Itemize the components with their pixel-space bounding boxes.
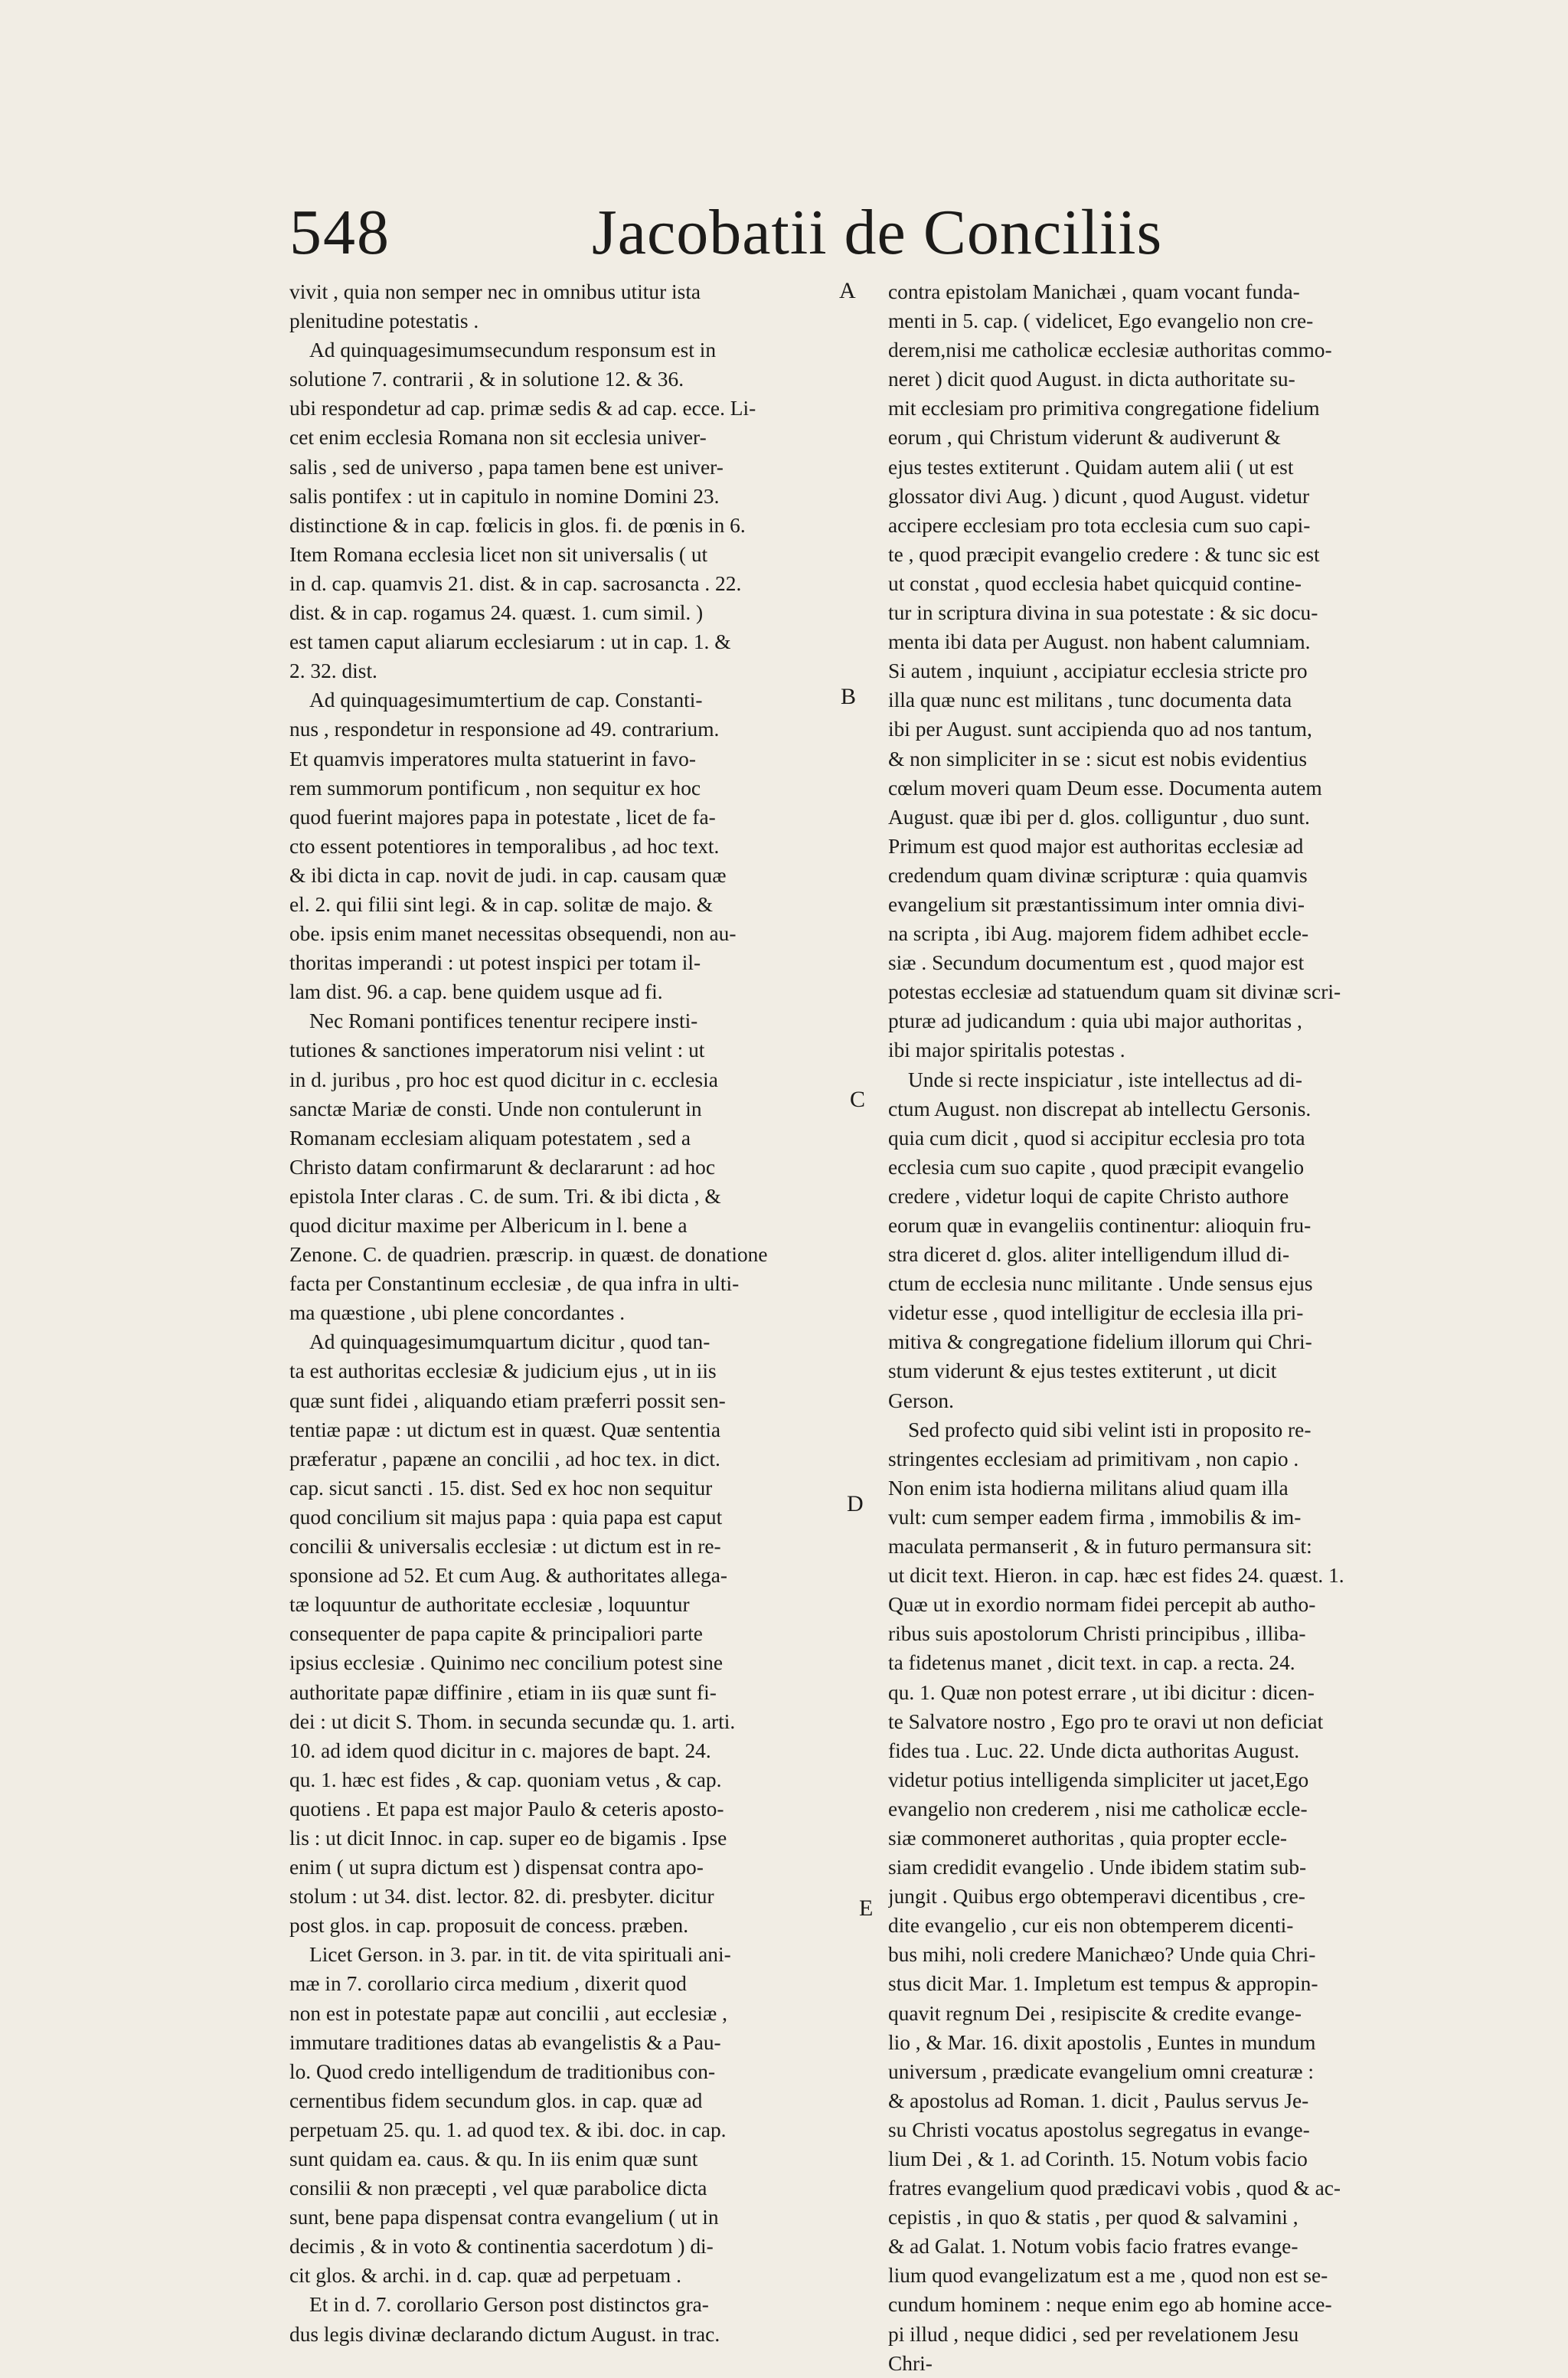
left-column-line: perpetuam 25. qu. 1. ad quod tex. & ibi. doc. in cap. — [289, 2118, 727, 2141]
right-column-line: jungit . Quibus ergo obtemperavi dicentibus , cre- — [888, 1885, 1305, 1909]
left-column-line: 2. 32. dist. — [289, 659, 377, 683]
right-column-line: credendum quam divinæ scripturæ : quia quamvis — [888, 863, 1308, 887]
left-column-line: consequenter de papa capite & principaliori parte — [289, 1622, 703, 1646]
left-column-line: Ad quinquagesimumsecundum responsum est in — [309, 339, 717, 362]
right-column-line: te , quod præcipit evangelio credere : & tunc sic est — [888, 542, 1320, 566]
right-column-line: dite evangelio , cur eis non obtemperem dicenti- — [888, 1914, 1294, 1938]
left-column-line: post glos. in cap. proposuit de concess. præben. — [289, 1914, 689, 1938]
left-column-line: ta est authoritas ecclesiæ & judicium ejus , ut in iis — [289, 1359, 717, 1383]
left-column-line: salis pontifex : ut in capitulo in nomine Domini 23. — [289, 484, 720, 508]
left-column-line: præferatur , papæne an concilii , ad hoc tex. in dict. — [289, 1447, 720, 1470]
left-column-line: quotiens . Et papa est major Paulo & ceteris aposto- — [289, 1797, 724, 1820]
right-column-line: stringentes ecclesiam ad primitivam , non capio . — [888, 1447, 1299, 1470]
right-column-line: contra epistolam Manichæi , quam vocant funda- — [888, 280, 1300, 303]
left-column-line: tentiæ papæ : ut dictum est in quæst. Quæ sententia — [289, 1418, 720, 1441]
right-column-line: bus mihi, noli credere Manichæo? Unde quia Chri- — [888, 1943, 1316, 1967]
right-column-line: siam credidit evangelio . Unde ibidem statim sub- — [888, 1856, 1307, 1879]
left-column-line: epistola Inter claras . C. de sum. Tri. & ibi dicta , & — [289, 1184, 721, 1208]
right-column-line: vult: cum semper eadem firma , immobilis & im- — [888, 1505, 1302, 1529]
left-column-line: plenitudine potestatis . — [289, 309, 479, 333]
left-column-line: qu. 1. hæc est fides , & cap. quoniam vetus , & cap. — [289, 1768, 722, 1791]
left-column-line: sanctæ Mariæ de consti. Unde non contulerunt in — [289, 1097, 702, 1120]
left-column-line: cet enim ecclesia Romana non sit ecclesia univer- — [289, 426, 707, 450]
right-column-line: Non enim ista hodierna militans aliud quam illa — [888, 1476, 1289, 1500]
right-column-line: ctum August. non discrepat ab intellectu Gersonis. — [888, 1097, 1312, 1120]
left-column-line: cernentibus fidem secundum glos. in cap. quæ ad — [289, 2089, 703, 2112]
left-column-line: quæ sunt fidei , aliquando etiam præferri possit sen- — [289, 1389, 726, 1412]
right-column-line: Quæ ut in exordio normam fidei percepit ab autho- — [888, 1593, 1316, 1617]
page-number: 548 — [289, 197, 390, 268]
left-column-line: Zenone. C. de quadrien. præscrip. in quæst. de donatione — [289, 1243, 768, 1267]
left-column-line: solutione 7. contrarii , & in solutione 12. & 36. — [289, 368, 684, 391]
left-column-line: quod dicitur maxime per Albericum in l. bene a — [289, 1214, 688, 1237]
right-column-line: ibi per August. sunt accipienda quo ad nos tantum, — [888, 718, 1312, 741]
left-column-line: obe. ipsis enim manet necessitas obsequendi, non au- — [289, 922, 737, 946]
right-column-line: su Christi vocatus apostolus segregatus in evange- — [888, 2118, 1310, 2141]
right-column-line: potestas ecclesiæ ad statuendum quam sit divinæ scri- — [888, 980, 1341, 1004]
right-column-line: stum viderunt & ejus testes extiterunt , ut dicit — [888, 1359, 1277, 1383]
left-column-line: sponsione ad 52. Et cum Aug. & authoritates allega- — [289, 1564, 728, 1588]
right-column-line: ta fidetenus manet , dicit text. in cap. a recta. 24. — [888, 1651, 1295, 1675]
left-column-line: distinctione & in cap. fœlicis in glos. fi. de pœnis in 6. — [289, 513, 746, 537]
right-column-line: eorum quæ in evangeliis continentur: alioquin fru- — [888, 1214, 1312, 1237]
right-column-line: evangelium sit præstantissimum inter omnia divi- — [888, 892, 1305, 916]
left-column-line: mæ in 7. corollario circa medium , dixerit quod — [289, 1972, 687, 1996]
right-column-line: Primum est quod major est authoritas ecclesiæ ad — [888, 834, 1304, 858]
left-column-line: tæ loquuntur de authoritate ecclesiæ , loquuntur — [289, 1593, 690, 1617]
right-column-line: lium quod evangelizatum est a me , quod non est se- — [888, 2264, 1328, 2288]
left-column-line: vivit , quia non semper nec in omnibus utitur ista — [289, 280, 701, 303]
right-column-line: illa quæ nunc est militans , tunc documenta data — [888, 689, 1292, 712]
right-column-line: siæ commoneret authoritas , quia propter eccle- — [888, 1826, 1287, 1850]
margin-letter-c: C — [850, 1087, 866, 1112]
right-column-line: accipere ecclesiam pro tota ecclesia cum suo capi- — [888, 513, 1311, 537]
right-column-line: quavit regnum Dei , resipiscite & credite evange- — [888, 2001, 1302, 2025]
left-column-line: quod concilium sit majus papa : quia papa est caput — [289, 1505, 723, 1529]
right-column-line: ejus testes extiterunt . Quidam autem alii ( ut est — [888, 455, 1294, 479]
right-column-line: cepistis , in quo & statis , per quod & salvamini , — [888, 2206, 1298, 2229]
left-column-line: sunt, bene papa dispensat contra evangelium ( ut in — [289, 2206, 719, 2229]
right-column-line: quia cum dicit , quod si accipitur ecclesia pro tota — [888, 1126, 1305, 1150]
right-column-line: menti in 5. cap. ( videlicet, Ego evangelio non cre- — [888, 309, 1314, 333]
left-column-line: non est in potestate papæ aut concilii , aut ecclesiæ , — [289, 2001, 728, 2025]
right-column-line: derem,nisi me catholicæ ecclesiæ authoritas commo- — [888, 339, 1332, 362]
running-title: Jacobatii de Conciliis — [592, 197, 1163, 268]
right-column-line: menta ibi data per August. non habent calumniam. — [888, 630, 1311, 654]
right-column-line: evangelio non crederem , nisi me catholicæ eccle- — [888, 1797, 1308, 1820]
left-column-line: salis , sed de universo , papa tamen bene est univer- — [289, 455, 724, 479]
right-column-line: lium Dei , & 1. ad Corinth. 15. Notum vobis facio — [888, 2147, 1308, 2170]
right-column-line: Sed profecto quid sibi velint isti in proposito re- — [908, 1418, 1312, 1441]
left-column-line: authoritate papæ diffinire , etiam in iis quæ sunt fi- — [289, 1680, 717, 1704]
right-column-line: cœlum moveri quam Deum esse. Documenta autem — [888, 776, 1322, 800]
left-column-line: Ad quinquagesimumquartum dicitur , quod tan- — [309, 1330, 710, 1354]
right-column-line: Gerson. — [888, 1389, 954, 1412]
right-column-line: siæ . Secundum documentum est , quod major est — [888, 951, 1305, 975]
left-column-line: Christo datam confirmarunt & declararunt : ad hoc — [289, 1155, 715, 1179]
left-column-line: Et in d. 7. corollario Gerson post distinctos gra- — [309, 2293, 709, 2317]
left-column-line: lo. Quod credo intelligendum de traditionibus con- — [289, 2059, 716, 2083]
margin-letter-d: D — [847, 1491, 864, 1516]
right-column-line: stra diceret d. glos. aliter intelligendum illud di- — [888, 1243, 1290, 1267]
left-column-line: el. 2. qui filii sint legi. & in cap. solitæ de majo. & — [289, 892, 714, 916]
right-column-line: credere , videtur loqui de capite Christo authore — [888, 1184, 1289, 1208]
left-column-line: in d. juribus , pro hoc est quod dicitur in c. ecclesia — [289, 1068, 718, 1091]
right-column-line: maculata permanserit , & in futuro permansura sit: — [888, 1535, 1312, 1559]
right-column-line: Si autem , inquiunt , accipiatur ecclesia stricte pro — [888, 659, 1308, 683]
right-column-line: ecclesia cum suo capite , quod præcipit evangelio — [888, 1155, 1305, 1179]
left-column-line: concilii & universalis ecclesiæ : ut dictum est in re- — [289, 1535, 721, 1559]
right-text-column — [888, 277, 1451, 2378]
left-column-line: Nec Romani pontifices tenentur recipere insti- — [309, 1009, 698, 1033]
right-column-line: eorum , qui Christum viderunt & audiverunt & — [888, 426, 1281, 450]
right-column-line: pturæ ad judicandum : quia ubi major authoritas , — [888, 1009, 1302, 1033]
left-column-line: Romanam ecclesiam aliquam potestatem , sed a — [289, 1126, 691, 1150]
left-column-line: in d. cap. quamvis 21. dist. & in cap. sacrosancta . 22. — [289, 571, 742, 595]
margin-letter-b: B — [841, 684, 857, 709]
left-column-line: dei : ut dicit S. Thom. in secunda secundæ qu. 1. arti. — [289, 1709, 736, 1733]
right-column-line: mitiva & congregatione fidelium illorum qui Chri- — [888, 1330, 1312, 1354]
right-column-line: pi illud , neque didici , sed per revelationem Jesu — [888, 2322, 1299, 2346]
right-column-line: qu. 1. Quæ non potest errare , ut ibi dicitur : dicen- — [888, 1680, 1315, 1704]
left-column-line: dus legis divinæ declarando dictum August. in trac. — [289, 2322, 720, 2346]
left-column-line: quod fuerint majores papa in potestate , licet de fa- — [289, 805, 716, 829]
right-column-line: & ad Galat. 1. Notum vobis facio fratres evange- — [888, 2235, 1298, 2259]
margin-letter-e: E — [859, 1896, 874, 1921]
left-column-line: decimis , & in voto & continentia sacerdotum ) di- — [289, 2235, 714, 2259]
left-column-line: lis : ut dicit Innoc. in cap. super eo de bigamis . Ipse — [289, 1826, 727, 1850]
left-column-line: Et quamvis imperatores multa statuerint in favo- — [289, 747, 696, 770]
left-column-line: facta per Constantinum ecclesiæ , de qua infra in ulti- — [289, 1272, 740, 1296]
left-column-line: ma quæstione , ubi plene concordantes . — [289, 1301, 626, 1325]
right-column-line: universum , prædicate evangelium omni creaturæ : — [888, 2059, 1315, 2083]
right-column-line: lio , & Mar. 16. dixit apostolis , Euntes in mundum — [888, 2030, 1316, 2054]
left-column-line: enim ( ut supra dictum est ) dispensat contra apo- — [289, 1856, 704, 1879]
right-column-line: & apostolus ad Roman. 1. dicit , Paulus servus Je- — [888, 2089, 1309, 2112]
left-column-line: ipsius ecclesiæ . Quinimo nec concilium potest sine — [289, 1651, 723, 1675]
left-column-line: lam dist. 96. a cap. bene quidem usque ad fi. — [289, 980, 663, 1004]
left-column-line: cap. sicut sancti . 15. dist. Sed ex hoc non sequitur — [289, 1476, 713, 1500]
left-column-line: Ad quinquagesimumtertium de cap. Constanti- — [309, 689, 703, 712]
left-column-line: sunt quidam ea. caus. & qu. In iis enim quæ sunt — [289, 2147, 698, 2170]
left-column-line: rem summorum pontificum , non sequitur ex hoc — [289, 776, 701, 800]
right-column-line: ribus suis apostolorum Christi principibus , illiba- — [888, 1622, 1306, 1646]
margin-letter-a: A — [839, 278, 856, 303]
left-column-line: Item Romana ecclesia licet non sit universalis ( ut — [289, 542, 708, 566]
right-column-line: August. quæ ibi per d. glos. colliguntur , duo sunt. — [888, 805, 1310, 829]
left-column-line: nus , respondetur in responsione ad 49. contrarium. — [289, 718, 720, 741]
right-column-line: mit ecclesiam pro primitiva congregatione fidelium — [888, 397, 1320, 420]
right-column-line: fratres evangelium quod prædicavi vobis , quod & ac- — [888, 2177, 1341, 2200]
right-column-line: te Salvatore nostro , Ego pro te oravi ut non deficiat — [888, 1709, 1324, 1733]
left-column-line: dist. & in cap. rogamus 24. quæst. 1. cum simil. ) — [289, 601, 704, 625]
right-column-line: ctum de ecclesia nunc militante . Unde sensus ejus — [888, 1272, 1313, 1296]
right-column-line: tur in scriptura divina in sua potestate : & sic docu- — [888, 601, 1318, 625]
right-column-line: videtur potius intelligenda simpliciter ut jacet,Ego — [888, 1768, 1309, 1791]
left-column-line: cto essent potentiores in temporalibus , ad hoc text. — [289, 834, 720, 858]
right-column-line: neret ) dicit quod August. in dicta authoritate su- — [888, 368, 1295, 391]
right-column-line: cundum hominem : neque enim ego ab homine acce- — [888, 2293, 1332, 2317]
right-column-line: videtur esse , quod intelligitur de ecclesia illa pri- — [888, 1301, 1304, 1325]
left-column-line: tutiones & sanctiones imperatorum nisi velint : ut — [289, 1039, 705, 1062]
left-text-column — [289, 277, 852, 2349]
right-column-line: fides tua . Luc. 22. Unde dicta authoritas August. — [888, 1739, 1300, 1762]
right-column-line: ibi major spiritalis potestas . — [888, 1039, 1125, 1062]
left-column-line: ubi respondetur ad cap. primæ sedis & ad cap. ecce. Li- — [289, 397, 756, 420]
left-column-line: thoritas imperandi : ut potest inspici per totam il- — [289, 951, 701, 975]
right-column-line: ut constat , quod ecclesia habet quicquid contine- — [888, 571, 1302, 595]
right-column-line: Unde si recte inspiciatur , iste intellectus ad di- — [908, 1068, 1302, 1091]
left-column-line: & ibi dicta in cap. novit de judi. in cap. causam quæ — [289, 863, 727, 887]
right-column-line: Chri- — [888, 2351, 933, 2375]
right-column-line: & non simpliciter in se : sicut est nobis evidentius — [888, 747, 1307, 770]
left-column-line: immutare traditiones datas ab evangelistis & a Pau- — [289, 2030, 721, 2054]
right-column-line: stus dicit Mar. 1. Impletum est tempus & appropin- — [888, 1972, 1318, 1996]
left-column-line: cit glos. & archi. in d. cap. quæ ad perpetuam . — [289, 2264, 681, 2288]
left-column-line: consilii & non præcepti , vel quæ parabolice dicta — [289, 2177, 707, 2200]
right-column-line: na scripta , ibi Aug. majorem fidem adhibet eccle- — [888, 922, 1309, 946]
left-column-line: stolum : ut 34. dist. lector. 82. di. presbyter. dicitur — [289, 1885, 714, 1909]
right-column-line: ut dicit text. Hieron. in cap. hæc est fides 24. quæst. 1. — [888, 1564, 1344, 1588]
left-column-line: est tamen caput aliarum ecclesiarum : ut in cap. 1. & — [289, 630, 731, 654]
right-column-line: glossator divi Aug. ) dicunt , quod August. videtur — [888, 484, 1310, 508]
left-column-line: 10. ad idem quod dicitur in c. majores de bapt. 24. — [289, 1739, 711, 1762]
left-column-line: Licet Gerson. in 3. par. in tit. de vita spirituali ani- — [309, 1943, 731, 1967]
